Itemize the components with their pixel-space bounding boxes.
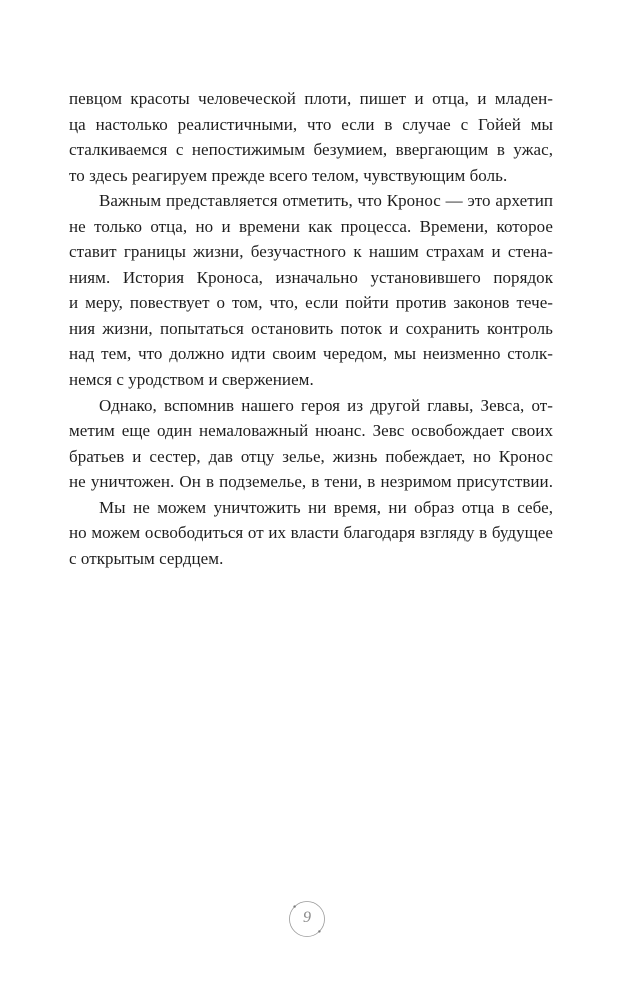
- text-line: ниям. История Кроноса, изначально установившего порядок: [69, 267, 553, 287]
- text-line: Мы не можем уничтожить ни время, ни образ отца в себе,: [99, 497, 553, 517]
- text-line: певцом красоты человеческой плоти, пишет и отца, и младен-: [69, 89, 553, 108]
- text-line: но можем освободиться от их власти благодаря взгляду в будущее: [69, 523, 553, 543]
- text-line: Однако, вспомнив нашего героя из другой главы, Зевса, от-: [99, 395, 553, 415]
- paragraph-1: [69, 86, 553, 188]
- text-line: ца настолько реалистичными, что если в случае с Гойей мы: [69, 114, 553, 134]
- text-line: то здесь реагируем прежде всего телом, чувствующим боль.: [69, 165, 508, 185]
- page-number-badge: [286, 898, 328, 940]
- text-line: над тем, что должно идти своим чередом, мы неизменно столк-: [69, 344, 553, 364]
- page-number: 9: [303, 909, 311, 926]
- text-line: не только отца, но и времени как процесса. Времени, которое: [69, 216, 553, 236]
- text-line: метим еще один немаловажный нюанс. Зевс освобождает своих: [69, 421, 553, 441]
- text-line: не уничтожен. Он в подземелье, в тени, в незримом присутствии.: [69, 472, 553, 492]
- text-line: ния жизни, попытаться остановить поток и сохранить контроль: [69, 318, 553, 338]
- paragraph-3: [69, 393, 553, 495]
- text-line: братьев и сестер, дав отцу зелье, жизнь побеждает, но Кронос: [69, 446, 553, 466]
- text-line: ставит границы жизни, безучастного к нашим страхам и стена-: [69, 242, 553, 262]
- paragraph-4: [69, 495, 553, 572]
- paragraph-2: [69, 188, 553, 392]
- text-line: с открытым сердцем.: [69, 548, 224, 568]
- text-line: Важным представляется отметить, что Кронос — это архетип: [99, 191, 553, 211]
- page-body-text: [69, 86, 553, 571]
- text-line: и меру, повествует о том, что, если пойти против законов тече-: [69, 293, 553, 313]
- text-line: сталкиваемся с непостижимым безумием, ввергающим в ужас,: [69, 140, 553, 160]
- text-line: немся с уродством и свержением.: [69, 370, 314, 390]
